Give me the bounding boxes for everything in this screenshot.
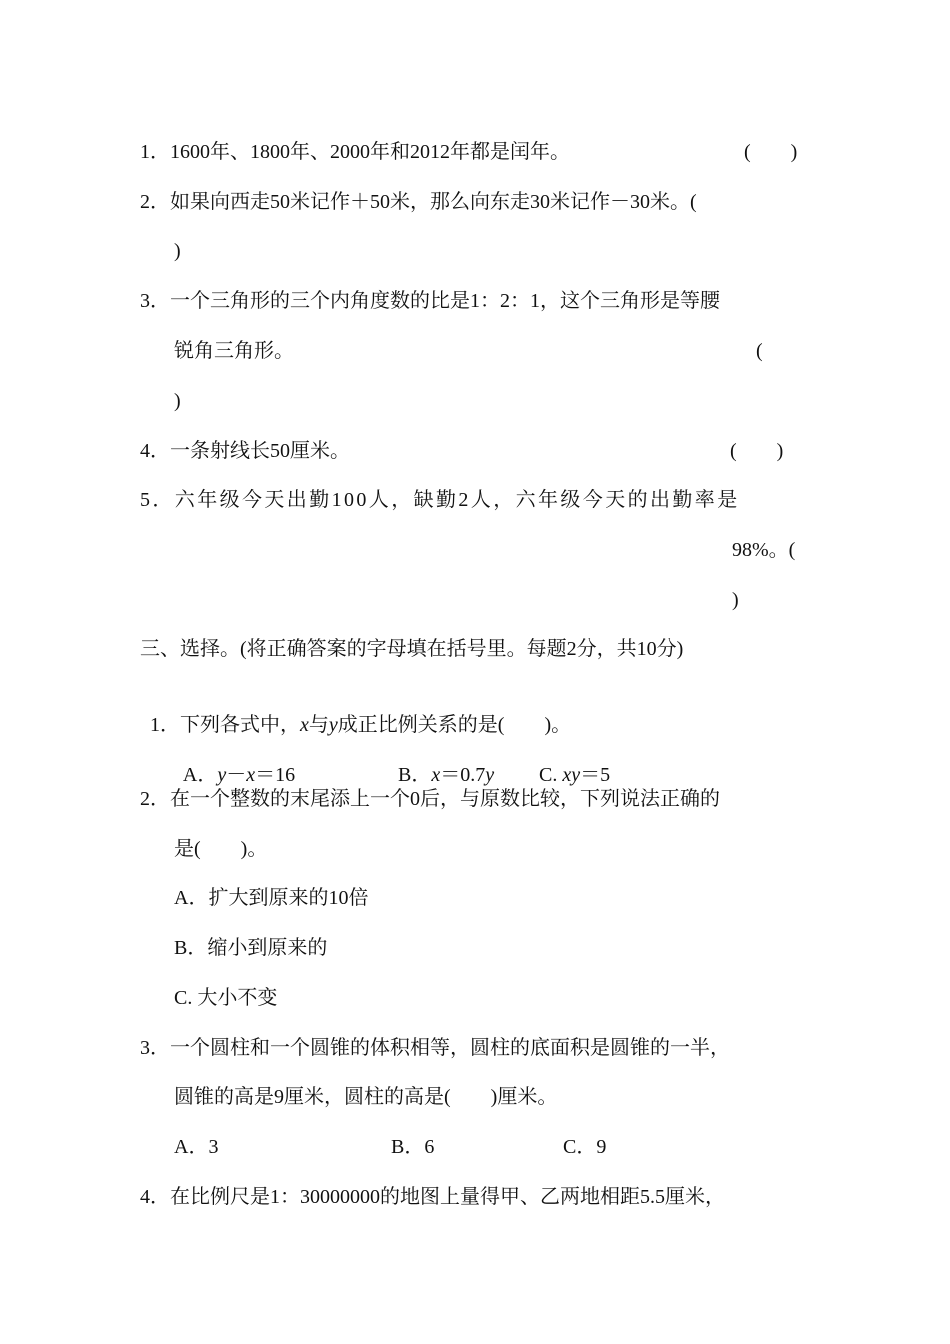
- judge-q3-line1: 3．一个三角形的三个内角度数的比是1：2：1，这个三角形是等腰: [140, 290, 720, 312]
- choice-q1-prefix: 1．下列各式中，: [150, 714, 300, 736]
- choice-q1-option-b: B．x＝0.7y: [398, 764, 495, 786]
- judge-q2-close-paren: ): [174, 240, 181, 262]
- choice-q2-option-c: C. 大小不变: [174, 987, 278, 1009]
- choice-q2-line2: 是( )。: [174, 838, 268, 860]
- choice-q3-option-b: B．6: [391, 1136, 435, 1158]
- choice-q3-line1: 3．一个圆柱和一个圆锥的体积相等，圆柱的底面积是圆锥的一半，: [140, 1037, 730, 1059]
- judge-q4-answer-paren: ( ): [730, 440, 784, 462]
- judge-q3-open-paren: (: [756, 340, 763, 362]
- choice-q2-option-b: B．缩小到原来的: [174, 937, 328, 959]
- choice-q1-stem: [140, 686, 571, 738]
- judge-q1-answer-paren: ( ): [744, 141, 798, 163]
- choice-q1-mid: 与: [308, 714, 329, 736]
- judge-q5-line2: 98%。(: [732, 539, 796, 561]
- choice-q1-option-c: C. xy＝5: [539, 764, 611, 786]
- choice-q1-var-x: x: [300, 714, 309, 736]
- judge-q3-line2: 锐角三角形。: [174, 340, 294, 362]
- choice-q1-var-y: y: [328, 714, 338, 736]
- choice-q4-line1: 4．在比例尺是1：30000000的地图上量得甲、乙两地相距5.5厘米，: [140, 1186, 725, 1208]
- choice-q2-line1: 2．在一个整数的末尾添上一个0后，与原数比较，下列说法正确的: [140, 788, 720, 810]
- choice-q1-suffix: 成正比例关系的是( )。: [337, 714, 572, 736]
- judge-q2-text: 2．如果向西走50米记作＋50米，那么向东走30米记作－30米。(: [140, 191, 697, 213]
- judge-q4-text: 4．一条射线长50厘米。: [140, 440, 350, 462]
- judge-q3-close-paren: ): [174, 390, 181, 412]
- judge-q5-close-paren: ): [732, 589, 739, 611]
- judge-q1-text: 1．1600年、1800年、2000年和2012年都是闰年。: [140, 141, 570, 163]
- choice-q3-line2: 圆锥的高是9厘米，圆柱的高是( )厘米。: [174, 1086, 558, 1108]
- choice-q3-option-a: A．3: [174, 1136, 219, 1158]
- choice-q3-option-c: C．9: [563, 1136, 607, 1158]
- judge-q5-line1: 5．六年级今天出勤100人，缺勤2人，六年级今天的出勤率是: [140, 489, 740, 511]
- choice-q2-option-a: A．扩大到原来的10倍: [174, 887, 369, 909]
- section-3-title: 三、选择。(将正确答案的字母填在括号里。每题2分，共10分): [140, 638, 684, 660]
- choice-q1-option-a: A．y－x＝16: [182, 764, 296, 786]
